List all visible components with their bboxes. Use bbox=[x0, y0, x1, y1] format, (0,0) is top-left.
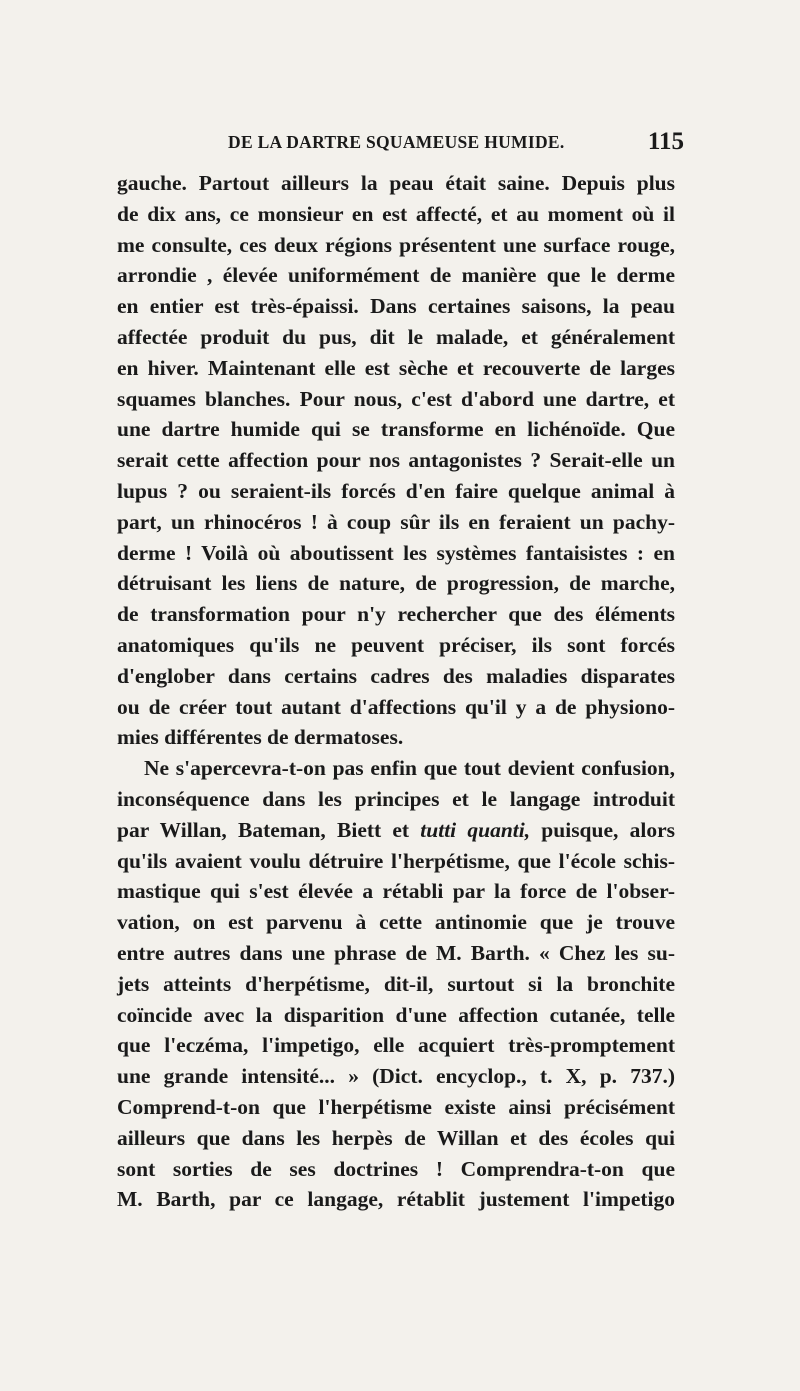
text-segment: puisque, alors bbox=[530, 817, 675, 842]
text-line: ailleurs que dans les herpès de Willan et des écoles qui bbox=[117, 1125, 675, 1150]
text-line: ou de créer tout autant d'affections qu'il y a de physiono- bbox=[117, 694, 675, 719]
running-title: DE LA DARTRE SQUAMEUSE HUMIDE. bbox=[228, 132, 565, 152]
text-line: en hiver. Maintenant elle est sèche et recouverte de larges bbox=[117, 355, 675, 380]
text-line-with-italic bbox=[117, 815, 675, 846]
text-line: coïncide avec la disparition d'une affection cutanée, telle bbox=[117, 1002, 675, 1027]
text-line: jets atteints d'herpétisme, dit-il, surtout si la bronchite bbox=[117, 971, 675, 996]
text-line: gauche. Partout ailleurs la peau était saine. Depuis plus bbox=[117, 171, 675, 195]
text-line: Comprend-t-on que l'herpétisme existe ainsi précisément bbox=[117, 1094, 675, 1119]
text-line: affectée produit du pus, dit le malade, et généralement bbox=[117, 324, 675, 349]
text-line: part, un rhinocéros ! à coup sûr ils en feraient un pachy- bbox=[117, 509, 675, 534]
text-line: que l'eczéma, l'impetigo, elle acquiert très-promptement bbox=[117, 1033, 675, 1058]
text-line: détruisant les liens de nature, de progression, de marche, bbox=[117, 571, 675, 596]
text-line: inconséquence dans les principes et le langage introduit bbox=[117, 786, 675, 811]
text-line: vation, on est parvenu à cette antinomie que je trouve bbox=[117, 910, 675, 935]
text-line: Ne s'apercevra-t-on pas enfin que tout devient confusion, bbox=[144, 756, 675, 781]
text-line: mastique qui s'est élevée a rétabli par la force de l'obser- bbox=[117, 879, 675, 904]
text-line: lupus ? ou seraient-ils forcés d'en faire quelque animal à bbox=[117, 478, 675, 503]
text-line: une grande intensité... » (Dict. encyclop., t. X, p. 737.) bbox=[117, 1064, 675, 1089]
page-header bbox=[228, 128, 684, 162]
text-line: entre autres dans une phrase de M. Barth. « Chez les su- bbox=[117, 940, 675, 965]
text-line: une dartre humide qui se transforme en lichénoïde. Que bbox=[117, 417, 675, 442]
text-line: de dix ans, ce monsieur en est affecté, et au moment où il bbox=[117, 201, 675, 226]
text-segment: par Willan, Bateman, Biett et bbox=[117, 817, 421, 842]
text-line: M. Barth, par ce langage, rétablit justement l'impetigo bbox=[117, 1187, 675, 1212]
body-text bbox=[117, 168, 675, 1215]
page-number: 115 bbox=[647, 128, 684, 155]
text-line: serait cette affection pour nos antagonistes ? Serait-elle un bbox=[117, 448, 675, 473]
text-line: en entier est très-épaissi. Dans certaines saisons, la peau bbox=[117, 294, 675, 319]
text-line: arrondie , élevée uniformément de manière que le derme bbox=[117, 263, 675, 288]
text-line: squames blanches. Pour nous, c'est d'abord une dartre, et bbox=[117, 386, 675, 411]
text-line: mies différentes de dermatoses. bbox=[117, 725, 404, 750]
text-line: sont sorties de ses doctrines ! Comprendra-t-on que bbox=[117, 1156, 675, 1181]
text-line: d'englober dans certains cadres des maladies disparates bbox=[117, 663, 675, 688]
text-line: derme ! Voilà où aboutissent les systèmes fantaisistes : en bbox=[117, 540, 675, 565]
text-line: de transformation pour n'y rechercher que des éléments bbox=[117, 602, 675, 627]
italic-phrase: tutti quanti, bbox=[420, 817, 531, 842]
text-line: anatomiques qu'ils ne peuvent préciser, ils sont forcés bbox=[117, 632, 675, 657]
text-line: me consulte, ces deux régions présentent une surface rouge, bbox=[117, 232, 675, 257]
text-line: qu'ils avaient voulu détruire l'herpétisme, que l'école schis- bbox=[117, 848, 675, 873]
